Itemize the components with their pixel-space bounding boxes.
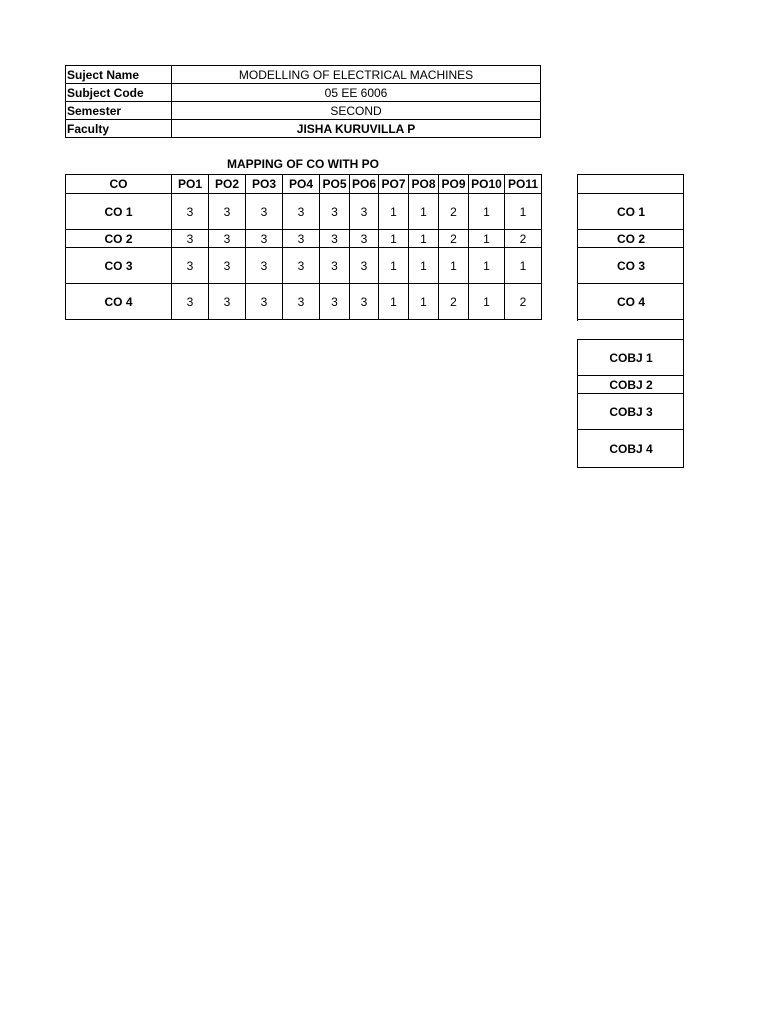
header-cell: PO3 [246,175,283,194]
mapping-cell: 1 [379,248,409,284]
header-cell: CO [66,175,172,194]
info-label: Subject Code [66,84,172,102]
mapping-cell: 1 [379,230,409,248]
mapping-cell: 3 [209,284,246,320]
side-cobj-row: COBJ 2 [578,375,684,394]
mapping-title: MAPPING OF CO WITH PO [227,157,379,171]
header-cell: PO2 [209,175,246,194]
header-cell: PO1 [172,175,209,194]
mapping-cell: 3 [320,194,350,230]
mapping-cell: 3 [320,230,350,248]
mapping-cell: 3 [350,284,379,320]
mapping-cell: 1 [409,284,439,320]
info-row-subject-code [66,84,541,102]
info-value: 05 EE 6006 [172,84,541,102]
table-row [66,284,542,320]
mapping-cell: 1 [469,230,505,248]
mapping-cell: 1 [439,248,469,284]
mapping-cell: 1 [469,284,505,320]
mapping-cell: 1 [505,248,542,284]
header-cell: PO7 [379,175,409,194]
mapping-cell: 3 [320,248,350,284]
mapping-cell: 2 [439,284,469,320]
mapping-cell: 3 [246,284,283,320]
mapping-cell: 1 [409,248,439,284]
co-label: CO 1 [66,194,172,230]
mapping-cell: 3 [283,194,320,230]
header-cell: PO9 [439,175,469,194]
co-label: CO 3 [66,248,172,284]
header-cell: PO11 [505,175,542,194]
side-co-row: CO 3 [578,247,684,284]
mapping-cell: 3 [172,284,209,320]
side-co-row: CO 2 [578,229,684,248]
mapping-cell: 3 [172,230,209,248]
info-label: Semester [66,102,172,120]
subject-info-table [65,65,541,138]
mapping-cell: 1 [409,230,439,248]
mapping-cell: 3 [283,230,320,248]
mapping-cell: 3 [350,230,379,248]
header-cell: PO6 [350,175,379,194]
mapping-cell: 1 [469,194,505,230]
co-po-mapping-table [65,174,542,320]
info-value: SECOND [172,102,541,120]
mapping-cell: 3 [283,284,320,320]
mapping-cell: 2 [505,284,542,320]
info-row-semester [66,102,541,120]
mapping-cell: 1 [469,248,505,284]
header-cell: PO4 [283,175,320,194]
table-row [66,194,542,230]
side-cobj-row: COBJ 1 [578,339,684,376]
mapping-cell: 3 [320,284,350,320]
info-label: Suject Name [66,66,172,84]
table-row [66,230,542,248]
side-co-row: CO 1 [578,193,684,230]
header-cell: PO8 [409,175,439,194]
co-objective-side-table [577,174,684,468]
mapping-cell: 3 [283,248,320,284]
mapping-cell: 3 [209,248,246,284]
mapping-cell: 2 [505,230,542,248]
co-label: CO 4 [66,284,172,320]
mapping-cell: 3 [172,248,209,284]
mapping-cell: 3 [209,194,246,230]
mapping-cell: 3 [246,230,283,248]
mapping-cell: 2 [439,230,469,248]
info-value: JISHA KURUVILLA P [172,120,541,138]
header-cell: PO5 [320,175,350,194]
mapping-cell: 1 [505,194,542,230]
mapping-cell: 3 [350,248,379,284]
side-gap-cover [577,321,578,339]
info-row-faculty [66,120,541,138]
side-cobj-row: COBJ 3 [578,393,684,430]
mapping-cell: 1 [379,194,409,230]
co-label: CO 2 [66,230,172,248]
side-gap-row [578,319,684,340]
mapping-cell: 3 [209,230,246,248]
mapping-cell: 1 [379,284,409,320]
mapping-cell: 2 [439,194,469,230]
mapping-cell: 3 [246,248,283,284]
mapping-header-row [66,175,542,194]
mapping-cell: 3 [172,194,209,230]
mapping-cell: 1 [409,194,439,230]
side-cobj-row: COBJ 4 [578,429,684,468]
side-co-row: CO 4 [578,283,684,320]
mapping-cell: 3 [246,194,283,230]
info-row-subject-name [66,66,541,84]
table-row [66,248,542,284]
info-label: Faculty [66,120,172,138]
info-value: MODELLING OF ELECTRICAL MACHINES [172,66,541,84]
side-header-row [578,174,684,194]
header-cell: PO10 [469,175,505,194]
mapping-cell: 3 [350,194,379,230]
